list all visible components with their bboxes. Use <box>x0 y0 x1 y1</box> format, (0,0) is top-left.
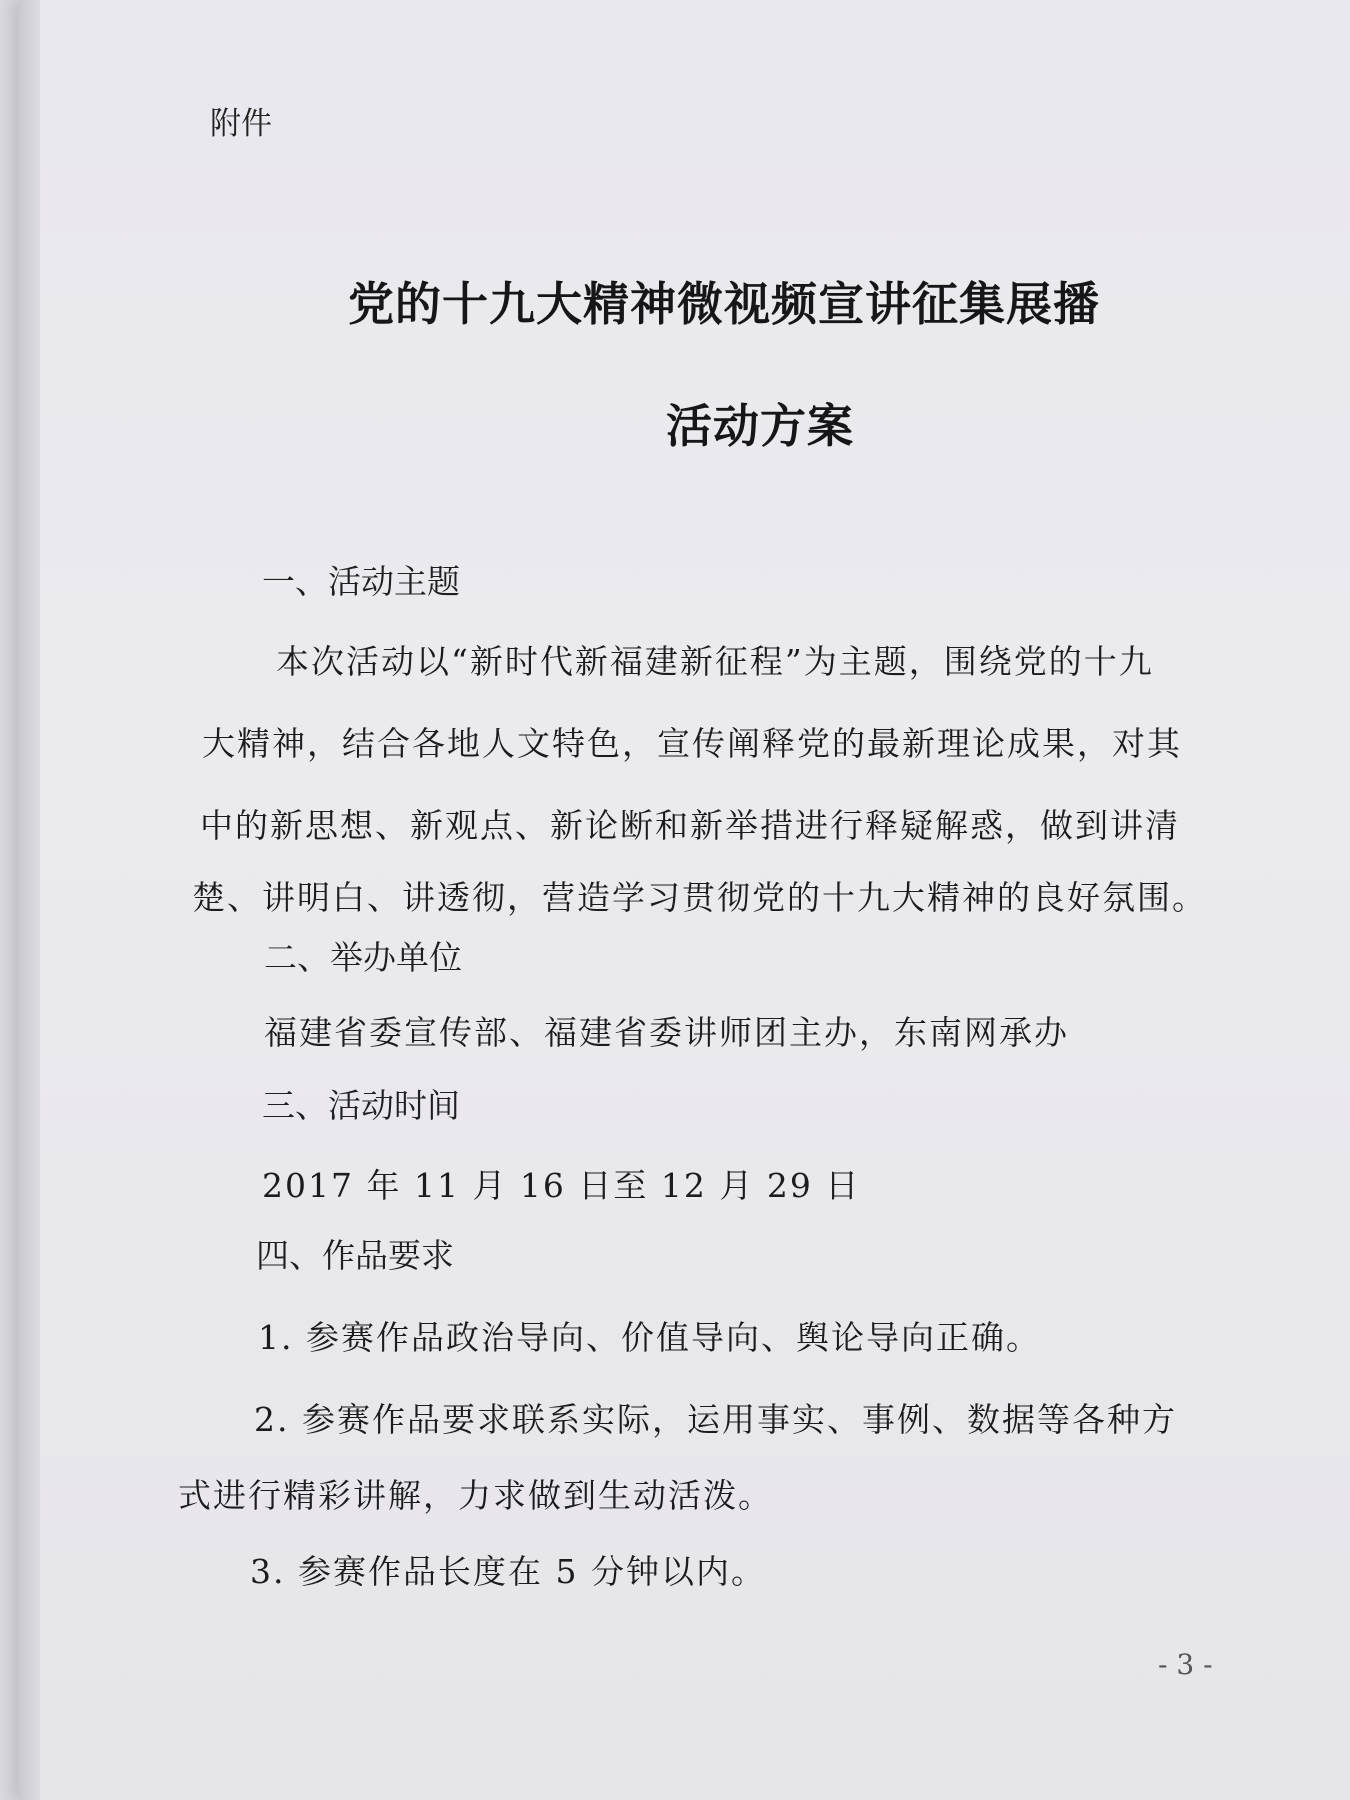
title-line-1: 党的十九大精神微视频宣讲征集展播 <box>348 277 1100 331</box>
theme-line-1: 本次活动以“新时代新福建新征程”为主题，围绕党的十九 <box>276 642 1154 681</box>
page-number: - 3 - <box>1158 1648 1213 1681</box>
theme-line-2: 大精神，结合各地人文特色，宣传阐释党的最新理论成果，对其 <box>202 724 1182 763</box>
section-heading-theme: 一、活动主题 <box>262 562 460 601</box>
time-text: 2017 年 11 月 16 日至 12 月 29 日 <box>262 1166 861 1205</box>
theme-line-4: 楚、讲明白、讲透彻，营造学习贯彻党的十九大精神的良好氛围。 <box>192 878 1207 917</box>
paper-edge <box>18 0 40 1800</box>
requirement-item-1: 1. 参赛作品政治导向、价值导向、舆论导向正确。 <box>258 1318 1041 1357</box>
section-heading-organizer: 二、举办单位 <box>264 938 462 977</box>
requirement-item-3: 3. 参赛作品长度在 5 分钟以内。 <box>250 1552 766 1591</box>
title-line-2: 活动方案 <box>666 399 854 453</box>
requirement-item-2: 2. 参赛作品要求联系实际，运用事实、事例、数据等各种方 <box>254 1400 1177 1439</box>
theme-line-3: 中的新思想、新观点、新论断和新举措进行释疑解惑，做到讲清 <box>200 806 1180 845</box>
organizer-text: 福建省委宣传部、福建省委讲师团主办，东南网承办 <box>264 1013 1069 1052</box>
section-heading-time: 三、活动时间 <box>262 1086 460 1125</box>
section-heading-requirements: 四、作品要求 <box>256 1236 454 1275</box>
requirement-item-2-cont: 式进行精彩讲解，力求做到生动活泼。 <box>178 1476 773 1515</box>
document-page <box>18 0 1350 1800</box>
attachment-label: 附件 <box>210 106 272 142</box>
